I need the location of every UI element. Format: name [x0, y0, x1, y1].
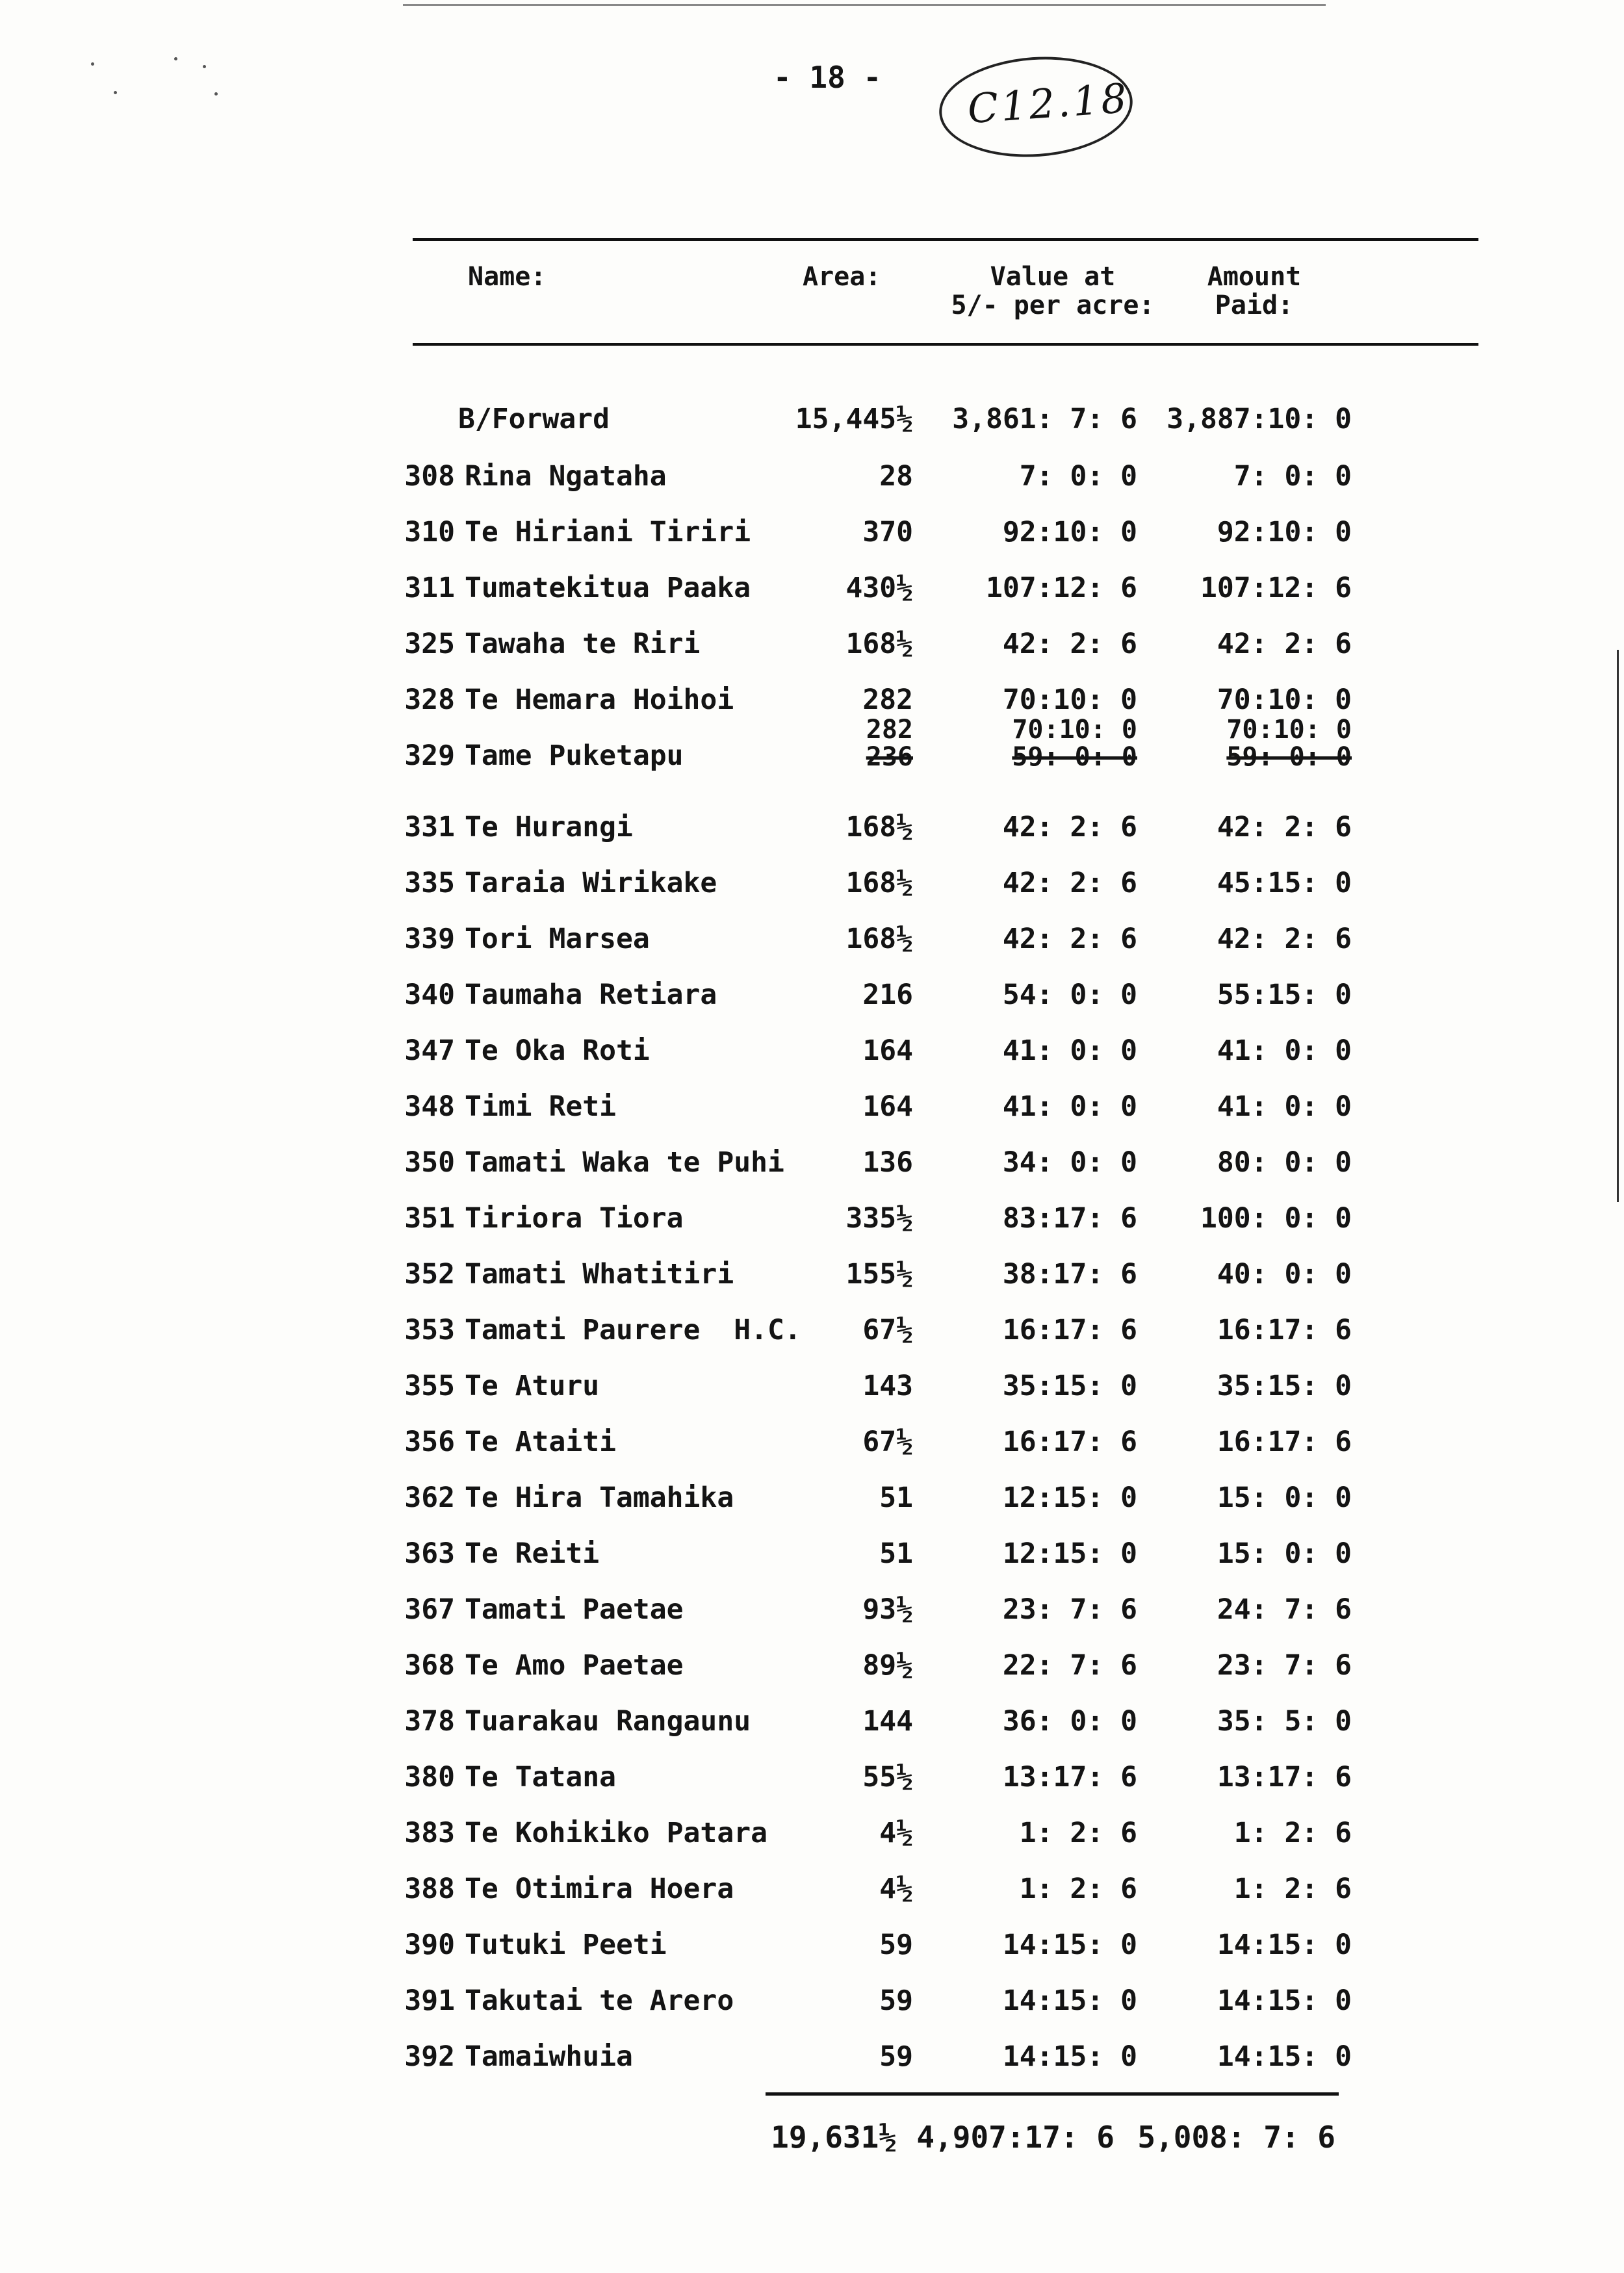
row-area: 168½	[845, 628, 913, 660]
row-value: 34: 0: 0	[1002, 1146, 1137, 1179]
row-area-corrected: 282	[866, 715, 913, 745]
row-area: 143	[862, 1370, 913, 1402]
row-number: 356	[404, 1426, 455, 1458]
row-name: Te Aturu	[465, 1370, 600, 1402]
table-row	[0, 628, 1624, 667]
table-row	[0, 1817, 1624, 1856]
row-number: 347	[404, 1034, 455, 1067]
row-paid: 14:15: 0	[1217, 1929, 1352, 1961]
row-number: 331	[404, 811, 455, 843]
row-name: Tutuki Peeti	[465, 1929, 667, 1961]
row-number: 392	[404, 2040, 455, 2073]
row-area: 155½	[845, 1258, 913, 1291]
row-value: 16:17: 6	[1002, 1426, 1137, 1458]
row-paid: 80: 0: 0	[1217, 1146, 1352, 1179]
row-number: 368	[404, 1649, 455, 1682]
row-name: Te Oka Roti	[465, 1034, 650, 1067]
table-row	[0, 1929, 1624, 1968]
row-paid: 107:12: 6	[1200, 572, 1352, 604]
row-value: 22: 7: 6	[1002, 1649, 1137, 1682]
row-paid: 14:15: 0	[1217, 1984, 1352, 2017]
row-value: 42: 2: 6	[1002, 923, 1137, 955]
row-value: 42: 2: 6	[1002, 628, 1137, 660]
header-paid	[1189, 263, 1319, 320]
row-name: Te Hurangi	[465, 811, 633, 843]
row-number: 352	[404, 1258, 455, 1291]
row-value: 16:17: 6	[1002, 1314, 1137, 1346]
row-name: Tamaiwhuia	[465, 2040, 633, 2073]
row-name: Tuarakau Rangaunu	[465, 1705, 751, 1738]
row-value-struck: 59: 0: 0	[1012, 742, 1137, 772]
row-number: 339	[404, 923, 455, 955]
table-row	[0, 1258, 1624, 1297]
row-area: 216	[862, 979, 913, 1011]
row-name: Tamati Paurere H.C.	[465, 1314, 801, 1346]
row-number: 328	[404, 684, 455, 716]
row-paid: 42: 2: 6	[1217, 628, 1352, 660]
speck	[174, 57, 177, 60]
row-number: 390	[404, 1929, 455, 1961]
row-paid: 35: 5: 0	[1217, 1705, 1352, 1738]
row-number: 380	[404, 1761, 455, 1793]
row-paid: 100: 0: 0	[1200, 1202, 1352, 1235]
row-paid-corrected: 70:10: 0	[1226, 715, 1352, 745]
row-area: 67½	[862, 1426, 913, 1458]
row-area: 164	[862, 1034, 913, 1067]
row-number: 310	[404, 516, 455, 548]
row-number: 340	[404, 979, 455, 1011]
header-value-line2: 5/- per acre:	[951, 290, 1155, 320]
row-paid: 23: 7: 6	[1217, 1649, 1352, 1682]
row-name: Taraia Wirikake	[465, 867, 717, 899]
table-row	[0, 979, 1624, 1018]
table-row	[0, 811, 1624, 850]
table-row	[0, 1649, 1624, 1688]
speck	[114, 91, 117, 94]
header-paid-line2: Paid:	[1215, 290, 1294, 320]
row-value: 83:17: 6	[1002, 1202, 1137, 1235]
row-paid: 70:10: 0	[1217, 684, 1352, 716]
forward-label: B/Forward	[458, 403, 610, 435]
forward-row	[0, 403, 1624, 442]
row-value: 70:10: 0	[1002, 684, 1137, 716]
row-name: Tamati Waka te Puhi	[465, 1146, 784, 1179]
forward-area: 15,445½	[795, 403, 913, 435]
row-value: 23: 7: 6	[1002, 1593, 1137, 1626]
row-paid-struck: 59: 0: 0	[1226, 742, 1352, 772]
row-value: 54: 0: 0	[1002, 979, 1137, 1011]
row-number: 350	[404, 1146, 455, 1179]
row-value: 12:15: 0	[1002, 1537, 1137, 1570]
row-paid: 41: 0: 0	[1217, 1090, 1352, 1123]
row-value: 92:10: 0	[1002, 516, 1137, 548]
row-name: Te Hiriani Tiriri	[465, 516, 751, 548]
row-area: 67½	[862, 1314, 913, 1346]
row-name: Te Reiti	[465, 1537, 600, 1570]
row-area: 28	[879, 460, 913, 493]
row-area: 4½	[879, 1873, 913, 1905]
table-row	[0, 460, 1624, 499]
row-number: 363	[404, 1537, 455, 1570]
row-value: 12:15: 0	[1002, 1482, 1137, 1514]
row-paid: 7: 0: 0	[1233, 460, 1352, 493]
row-name: Te Hemara Hoihoi	[465, 684, 734, 716]
table-row	[0, 1873, 1624, 1912]
row-number: 391	[404, 1984, 455, 2017]
row-value: 1: 2: 6	[1019, 1817, 1137, 1849]
header-name: Name:	[468, 262, 547, 292]
speck	[203, 65, 206, 68]
table-row	[0, 1761, 1624, 1800]
totals-rule	[766, 2092, 1339, 2096]
row-paid: 42: 2: 6	[1217, 923, 1352, 955]
table-row	[0, 1984, 1624, 2023]
row-area: 93½	[862, 1593, 913, 1626]
row-area: 164	[862, 1090, 913, 1123]
table-row	[0, 2040, 1624, 2079]
row-area: 59	[879, 2040, 913, 2073]
row-number: 353	[404, 1314, 455, 1346]
row-name: Tamati Whatitiri	[465, 1258, 734, 1291]
forward-paid: 3,887:10: 0	[1166, 403, 1352, 435]
row-paid: 42: 2: 6	[1217, 811, 1352, 843]
row-number: 335	[404, 867, 455, 899]
row-value: 14:15: 0	[1002, 1984, 1137, 2017]
total-area: 19,631½	[771, 2120, 897, 2155]
handwritten-stamp	[936, 51, 1136, 163]
row-name: Te Ataiti	[465, 1426, 616, 1458]
row-number: 355	[404, 1370, 455, 1402]
row-paid: 24: 7: 6	[1217, 1593, 1352, 1626]
row-area: 282	[862, 684, 913, 716]
table-row	[0, 1593, 1624, 1632]
row-area: 59	[879, 1984, 913, 2017]
row-area: 51	[879, 1537, 913, 1570]
row-value: 107:12: 6	[986, 572, 1137, 604]
row-number: 362	[404, 1482, 455, 1514]
row-value: 36: 0: 0	[1002, 1705, 1137, 1738]
row-paid: 40: 0: 0	[1217, 1258, 1352, 1291]
row-value: 42: 2: 6	[1002, 811, 1137, 843]
row-number: 348	[404, 1090, 455, 1123]
row-area: 335½	[845, 1202, 913, 1235]
row-number: 325	[404, 628, 455, 660]
row-number: 329	[404, 739, 455, 772]
row-paid: 55:15: 0	[1217, 979, 1352, 1011]
row-value-corrected: 70:10: 0	[1012, 715, 1137, 745]
row-paid: 13:17: 6	[1217, 1761, 1352, 1793]
row-area: 430½	[845, 572, 913, 604]
row-paid: 1: 2: 6	[1233, 1873, 1352, 1905]
row-area: 168½	[845, 811, 913, 843]
table-row	[0, 1202, 1624, 1241]
table-row	[0, 1370, 1624, 1409]
table-row	[0, 516, 1624, 555]
row-paid: 16:17: 6	[1217, 1426, 1352, 1458]
row-value: 14:15: 0	[1002, 1929, 1137, 1961]
row-paid: 14:15: 0	[1217, 2040, 1352, 2073]
row-name: Te Amo Paetae	[465, 1649, 684, 1682]
row-area: 168½	[845, 867, 913, 899]
header-area: Area:	[803, 262, 881, 292]
row-value: 38:17: 6	[1002, 1258, 1137, 1291]
row-number: 383	[404, 1817, 455, 1849]
row-area: 59	[879, 1929, 913, 1961]
row-value: 7: 0: 0	[1019, 460, 1137, 493]
row-name: Tumatekitua Paaka	[465, 572, 751, 604]
row-area: 144	[862, 1705, 913, 1738]
table-row	[0, 715, 1624, 778]
row-paid: 15: 0: 0	[1217, 1537, 1352, 1570]
row-value: 42: 2: 6	[1002, 867, 1137, 899]
row-paid: 41: 0: 0	[1217, 1034, 1352, 1067]
row-value: 14:15: 0	[1002, 2040, 1137, 2073]
row-number: 351	[404, 1202, 455, 1235]
row-paid: 1: 2: 6	[1233, 1817, 1352, 1849]
row-name: Timi Reti	[465, 1090, 616, 1123]
row-value: 41: 0: 0	[1002, 1090, 1137, 1123]
table-row	[0, 1146, 1624, 1185]
row-value: 35:15: 0	[1002, 1370, 1137, 1402]
row-paid: 92:10: 0	[1217, 516, 1352, 548]
row-name: Tamati Paetae	[465, 1593, 684, 1626]
row-name: Rina Ngataha	[465, 460, 667, 493]
table-row	[0, 1537, 1624, 1576]
row-area-struck: 236	[866, 742, 913, 772]
table-row	[0, 1314, 1624, 1353]
header-value-line1: Value at	[990, 262, 1116, 292]
row-number: 311	[404, 572, 455, 604]
top-edge-line	[403, 4, 1326, 6]
header-paid-line1: Amount	[1207, 262, 1302, 292]
row-area: 89½	[862, 1649, 913, 1682]
row-number: 378	[404, 1705, 455, 1738]
row-number: 308	[404, 460, 455, 493]
row-paid: 16:17: 6	[1217, 1314, 1352, 1346]
header-value	[942, 263, 1163, 320]
stamp-text: C12.18	[966, 74, 1131, 133]
table-row	[0, 1426, 1624, 1465]
row-area: 4½	[879, 1817, 913, 1849]
table-row	[0, 1482, 1624, 1521]
row-value: 41: 0: 0	[1002, 1034, 1137, 1067]
row-name: Tori Marsea	[465, 923, 650, 955]
table-row	[0, 1705, 1624, 1744]
total-value: 4,907:17: 6	[916, 2120, 1115, 2155]
row-area: 168½	[845, 923, 913, 955]
row-area: 51	[879, 1482, 913, 1514]
row-name: Takutai te Arero	[465, 1984, 734, 2017]
row-name: Taumaha Retiara	[465, 979, 717, 1011]
row-value: 1: 2: 6	[1019, 1873, 1137, 1905]
row-name: Te Otimira Hoera	[465, 1873, 734, 1905]
table-row	[0, 1090, 1624, 1129]
row-number: 388	[404, 1873, 455, 1905]
row-name: Te Kohikiko Patara	[465, 1817, 767, 1849]
header-bottom-rule	[413, 343, 1478, 346]
page-number: - 18 -	[773, 60, 882, 95]
row-name: Tame Puketapu	[465, 739, 684, 772]
row-name: Te Hira Tamahika	[465, 1482, 734, 1514]
table-row	[0, 572, 1624, 611]
row-paid: 35:15: 0	[1217, 1370, 1352, 1402]
row-name: Te Tatana	[465, 1761, 616, 1793]
row-area: 370	[862, 516, 913, 548]
row-area: 55½	[862, 1761, 913, 1793]
table-row	[0, 1034, 1624, 1073]
row-paid: 45:15: 0	[1217, 867, 1352, 899]
header-top-rule	[413, 238, 1478, 241]
speck	[91, 62, 94, 66]
table-row	[0, 923, 1624, 962]
row-paid: 15: 0: 0	[1217, 1482, 1352, 1514]
row-name: Tiriora Tiora	[465, 1202, 684, 1235]
total-paid: 5,008: 7: 6	[1137, 2120, 1335, 2155]
speck	[214, 92, 218, 96]
row-number: 367	[404, 1593, 455, 1626]
row-value: 13:17: 6	[1002, 1761, 1137, 1793]
row-area: 136	[862, 1146, 913, 1179]
row-name: Tawaha te Riri	[465, 628, 701, 660]
table-row	[0, 867, 1624, 906]
forward-value: 3,861: 7: 6	[952, 403, 1137, 435]
